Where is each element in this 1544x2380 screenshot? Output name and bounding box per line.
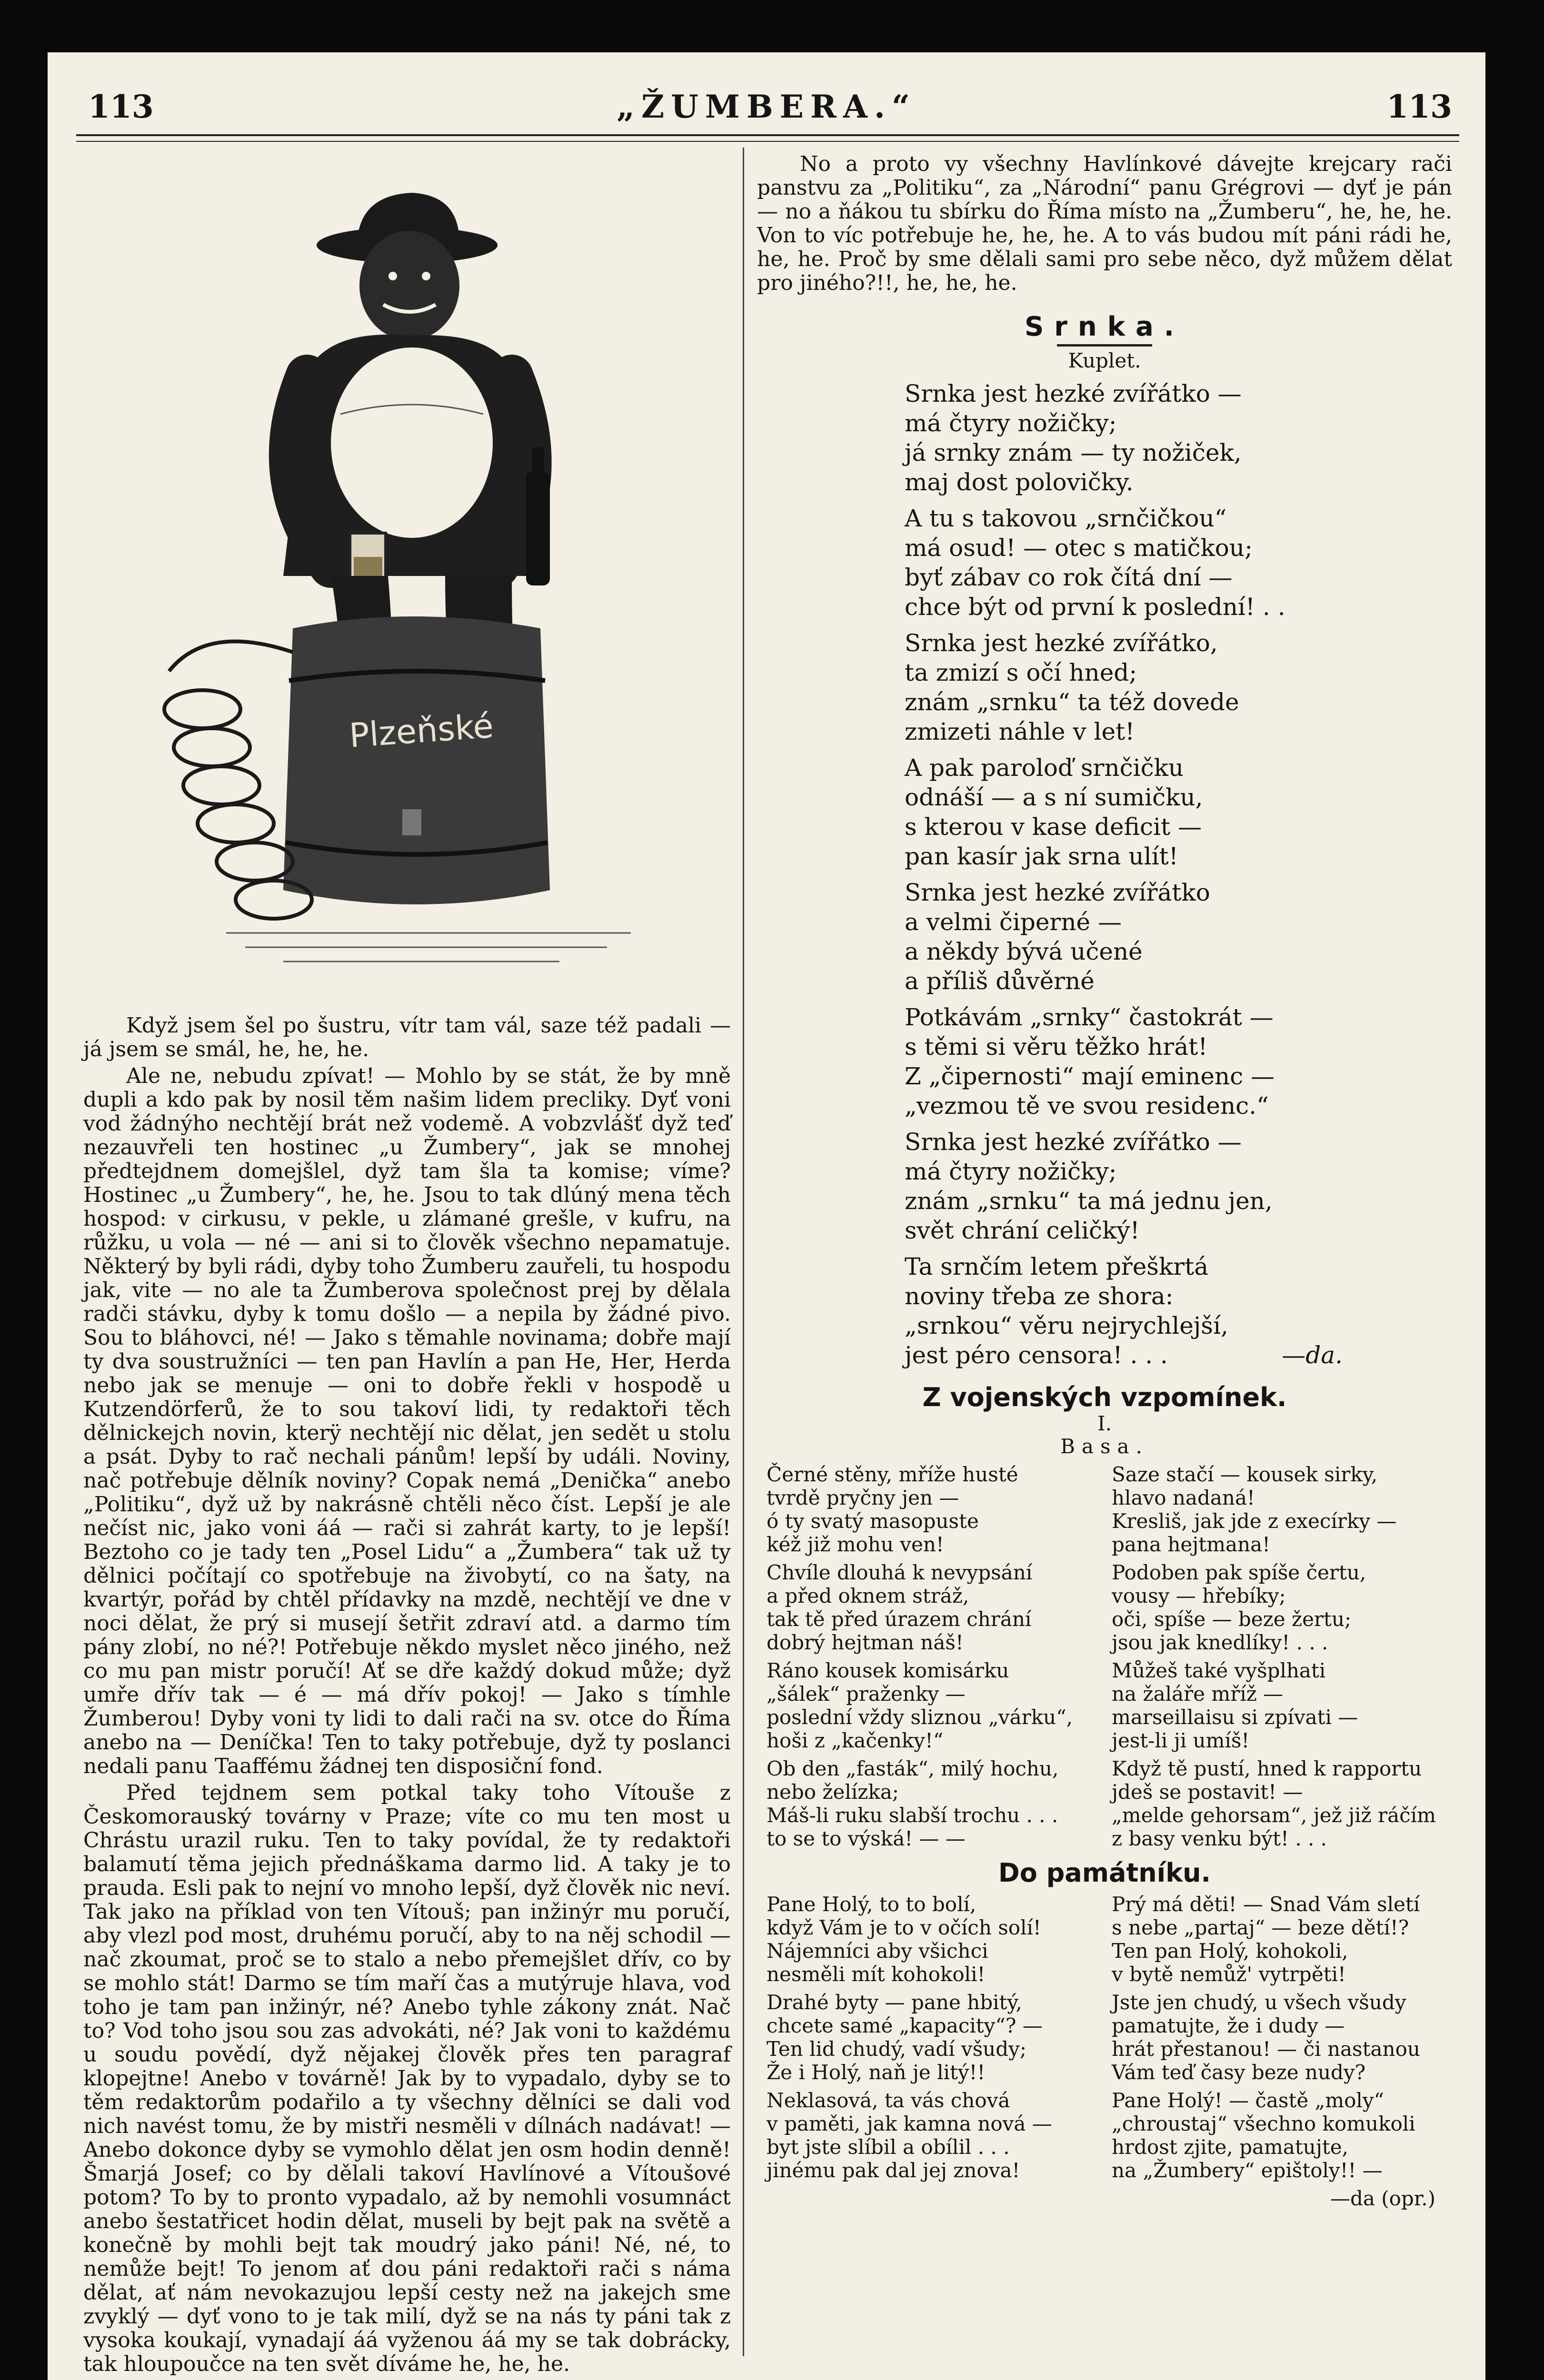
paragraph: Ale ne, nebudu zpívat! — Mohlo by se stát, že by mně dupli a kdo pak by nosil těm našim lidem precliky. Dyť voni vod žádnýho nechtějí brát než vodemě. A vobzvlášť dyž teď nezauvřeli ten hostinec „u Žumbery“, jak se mnohej předtejdnem domejšlel, dyž tam šla ta komise; víme? Hostinec „u Žumbery“, he, he. Jsou to tak dlúný mena těch hospod: v cirkusu, v pekle, u zlámané grešle, v kufru, na růžku, u vola — né — ani si to člověk všechno nepamatuje. Některý by byli rádi, dyby toho Žumberu zauřeli, tu hospodu jak, vite — no ale ta Žumberova společnost prej by dělala radči stávku, dyby k tomu došlo — a nepila by žádné pivo. Sou to bláhovci, né! — Jako s těmahle novinama; dobře mají ty dva soustružníci — ten pan Havlín a pan He, Her, Herda nebo jak se menuje — oni to dobře řekli v hospodě u Kutzendörferů, že to sou takoví lidi, ty redaktoři těch dělnickejch novin, kterÿ nechtějí nic dělat, jen sedět u stolu a psát. Dyby to rač nechali pánům! lepší by událi. Noviny, nač potřebuje dělník noviny? Copak nemá „Denička“ anebo „Politiku“, dyž už by nakrásně chtěli něco číst. Lepší je ale nečíst nic, jako voni áá — rači si zahrát karty, to je lepší! Beztoho co je tady ten „Posel Lidu“ a „Žumbera“ tak už ty dělnici počítají co spotřebuje na živobytí, co na šaty, na kvartýr, pořád by chtěl přídavky na mzdě, nechtějí ve dne v noci dělat, že prý si musejí šetřit zdraví atd. a darmo tím pány zlobí, no né?! Potřebuje někdo myslet něco jiného, než co mu pan mistr poručí! Ať se dře každý dokud může; dyž umře dřív tak — é — má dřív pokoj! — Jako s tímhle Žumberou! Dyby voni ty lidi to dali rači na sv. otce do Říma anebo na — Deníčka! Ten to taky potřebuje, dyž ty poslanci nedali panu Taaffému žádnej ten disposiční fond. <box>83 1064 731 1778</box>
newspaper-page <box>48 52 1485 2380</box>
verse-line: Kresliš, jak jde z execírky — <box>1112 1509 1397 1533</box>
stanza <box>767 1561 1100 1654</box>
verse-line: Neklasová, ta vás chová <box>767 2089 1010 2112</box>
vojensky-title: Z vojenských vzpomínek. <box>922 1382 1287 1412</box>
verse-line: „vezmou tě ve svou residenc.“ <box>905 1092 1269 1120</box>
verse-line: Drahé byty — pane hbitý, <box>767 1991 1022 2014</box>
stanza <box>767 1463 1100 1556</box>
srnka-subtitle: Kuplet. <box>1068 349 1141 372</box>
stanza <box>905 628 1381 746</box>
page-header <box>48 88 1485 136</box>
verse-line: nesměli mít kohokoli! <box>767 1963 986 1986</box>
stanza <box>905 379 1381 497</box>
verse-line: s těmi si věru těžko hrát! <box>905 1033 1208 1061</box>
verse-line: Podoben pak spíše čertu, <box>1112 1561 1366 1584</box>
verse-line: s nebe „partaj“ — beze dětí!? <box>1112 1916 1409 1939</box>
verse-line: Když tě pustí, hned k rapportu <box>1112 1757 1422 1780</box>
verse-line: znám „srnku“ ta též dovede <box>905 688 1239 716</box>
stanza <box>767 1991 1100 2084</box>
header-rule-thin <box>76 141 1459 142</box>
verse-line: jest-li ji umíš! <box>1112 1729 1250 1752</box>
verse-line: Pane Holý! — častě „moly“ <box>1112 2089 1385 2112</box>
verse-line: na žaláře mříž — <box>1112 1682 1284 1706</box>
right-column <box>757 152 1452 2210</box>
verse-line: kéž již mohu ven! <box>767 1533 944 1556</box>
verse-line: má čtyry nožičky; <box>905 1158 1117 1185</box>
verse-line: Potkávám „srnky“ častokrát — <box>905 1003 1274 1031</box>
verse-line: v paměti, jak kamna nová — <box>767 2112 1052 2135</box>
stanza <box>905 1252 1381 1370</box>
verse-line: marseillaisu si zpívati — <box>1112 1706 1358 1729</box>
verse-line: a příliš důvěrné <box>905 967 1095 995</box>
stanza <box>905 1002 1381 1121</box>
verse-line: v bytě nemůž' vytrpěti! <box>1112 1963 1346 1986</box>
verse-line: Nájemníci aby všichci <box>767 1939 988 1963</box>
verse-line: Můžeš také vyšplhati <box>1112 1659 1326 1682</box>
stanza <box>905 504 1381 622</box>
paragraph: Před tejdnem sem potkal taky toho Vítouše z Českomorauský továrny v Praze; víte co mu ten most u Chrástu urazil ruku. Ten to taky povídal, že ty redaktoři balamutí těma jejich přednáškama darmo lid. A taky je to prauda. Esli pak to nejní vo mnoho lepší, dyž člověk nic neví. Tak jako na příklad von ten Vítouš; pan inžinýr mu poručí, aby vlezl pod most, druhému poručí, aby to na něj schodil — nač zkoumat, proč se to stalo a nebo přemejšlet dřív, co by se mohlo stát! Darmo se tím maří čas a mutýruje hlava, vod toho je tam pan inžinýr, né? Anebo tyhle zákony znát. Nač to? Vod toho jsou sou zas advokáti, né? Jak voni to každému u soudu povědí, dyž nějakej člověk přes ten paragraf klopejtne! Anebo v továrně! Jak by to vypadalo, dyby se to těm redaktorům podařilo a ty všechny dělníci se dali vod nich navést tomu, že by mistři nesměli v dílnách nadávat! — Anebo dokonce dyby se vymohlo dělat jen osm hodin denně! Šmarjá Josef; co by dělali takoví Havlínové a Vítoušové potom? To by to pronto vypadalo, až by nemohli vosumnáct anebo šestatřicet hodin dělat, museli by bejt pak na světě a konečně by mohli bejt tak moudrý jako páni! Né, né, to nemůže bejt! To jenom ať dou páni redaktoři rači s náma dělat, ať nám nevokazujou lepší cesty než na jakejch sme zvyklý — dyť vono to je tak milí, dyž se na nás ty páni tak z vysoka koukají, vynadají áá vyženou áá my se tak dobrácky, tak hloupoučce na ten svět díváme he, he, he. <box>83 1781 731 2376</box>
stanza <box>1112 2089 1445 2182</box>
verse-line: byť zábav co rok čítá dní — <box>905 564 1233 591</box>
stanza <box>1112 1893 1445 1986</box>
verse-line: A pak paroloď srnčičku <box>905 754 1184 782</box>
author-signature: —da. <box>1282 1341 1343 1369</box>
pamatnik-poem <box>757 1893 1452 2210</box>
verse-line: hlavo nadaná! <box>1112 1486 1255 1509</box>
verse-line: když Vám je to v očích solí! <box>767 1916 1041 1939</box>
verse-line: vousy — hřebíky; <box>1112 1584 1286 1607</box>
stanza <box>1112 1757 1445 1850</box>
verse-line: Srnka jest hezké zvířátko <box>905 879 1210 906</box>
verse-line: Černé stěny, mříže husté <box>767 1463 1018 1486</box>
poem-column-left <box>767 1463 1100 1855</box>
verse-line: a velmi čiperné — <box>905 908 1122 936</box>
right-article-intro <box>757 152 1452 295</box>
vojensky-subtitle: Basa. <box>1060 1435 1149 1458</box>
header-rule <box>76 134 1459 136</box>
verse-line: pamatujte, že i dudy — <box>1112 2014 1345 2037</box>
verse-line: znám „srnku“ ta má jednu jen, <box>905 1187 1273 1215</box>
verse-line: dobrý hejtman náš! <box>767 1631 964 1654</box>
verse-line: Že i Holý, naň je litý!! <box>767 2061 986 2084</box>
title-rule <box>1057 344 1152 347</box>
verse-line: poslední vždy sliznou „várku“, <box>767 1706 1073 1729</box>
paragraph: Když jsem šel po šustru, vítr tam vál, saze též padali — já jsem se smál, he, he, he. <box>83 1013 731 1061</box>
poem-column-right <box>1112 1893 1445 2210</box>
verse-line: oči, spíše — beze žertu; <box>1112 1607 1352 1631</box>
verse-line: to se to výská! — — <box>767 1827 966 1850</box>
verse-line: Pane Holý, to to bolí, <box>767 1893 976 1916</box>
verse-line: Ten pan Holý, kohokoli, <box>1112 1939 1348 1963</box>
verse-line: tvrdě pryčny jen — <box>767 1486 959 1509</box>
stanza <box>1112 1659 1445 1752</box>
stanza <box>767 2089 1100 2182</box>
verse-line: pana hejtmana! <box>1112 1533 1271 1556</box>
verse-line: z basy venku být! . . . <box>1112 1827 1327 1850</box>
verse-line: Srnka jest hezké zvířátko, <box>905 629 1218 657</box>
poem-column-right <box>1112 1463 1445 1855</box>
verse-line: nebo želízka; <box>767 1780 899 1804</box>
stanza <box>1112 1463 1445 1556</box>
verse-line: hoši z „kačenky!“ <box>767 1729 944 1752</box>
stanza <box>905 1127 1381 1245</box>
verse-line: a někdy bývá učené <box>905 938 1143 965</box>
verse-line: ó ty svatý masopuste <box>767 1509 979 1533</box>
verse-line: Prý má děti! — Snad Vám sletí <box>1112 1893 1420 1916</box>
verse-line: má osud! — otec s matičkou; <box>905 534 1253 562</box>
verse-line: Máš-li ruku slabší trochu . . . <box>767 1804 1058 1827</box>
verse-line: jest péro censora! . . . <box>905 1341 1168 1369</box>
pamatnik-title: Do památníku. <box>998 1858 1211 1888</box>
verse-line: já srnky znám — ty nožiček, <box>905 439 1242 466</box>
verse-line: Srnka jest hezké zvířátko — <box>905 380 1242 407</box>
paragraph: No a proto vy všechny Havlínkové dávejte krejcary rači panstvu za „Politiku“, za „Národní“ panu Grégrovi — dyť je pán — no a ňákou tu sbírku do Říma místo na „Žumberu“, he, he, he. Von to víc potřebuje he, he, he. A to vás budou mít páni rádi he, he, he. Proč by sme dělali sami pro sebe něco, dyž můžem dělat pro jiného?!!, he, he, he. <box>757 152 1452 295</box>
stanza <box>905 753 1381 871</box>
verse-line: chce být od první k poslední! . . <box>905 593 1285 621</box>
stanza <box>767 1659 1100 1752</box>
verse-line: ta zmizí s očí hned; <box>905 659 1137 686</box>
stanza <box>905 878 1381 996</box>
verse-line: Z „čipernosti“ mají eminenc — <box>905 1062 1275 1090</box>
stanza <box>1112 1991 1445 2084</box>
verse-line: Ta srnčím letem přeškrtá <box>905 1253 1209 1280</box>
verse-line: Saze stačí — kousek sirky, <box>1112 1463 1378 1486</box>
verse-line: Jste jen chudý, u všech všudy <box>1112 1991 1406 2014</box>
newspaper-title: „ŽUMBERA.“ <box>617 88 916 125</box>
verse-line: maj dost polovičky. <box>905 468 1134 496</box>
verse-line: tak tě před úrazem chrání <box>767 1607 1032 1631</box>
verse-last-line <box>905 1340 1381 1370</box>
vojensky-numeral: I. <box>1097 1412 1112 1435</box>
verse-line: svět chrání celičký! <box>905 1217 1140 1244</box>
author-signature: —da (opr.) <box>1330 2187 1435 2210</box>
verse-line: noviny třeba ze shora: <box>905 1282 1174 1310</box>
verse-line: chcete samé „kapacity“? — <box>767 2014 1043 2037</box>
illustration-drawing <box>83 148 731 1014</box>
verse-line: jdeš se postavit! — <box>1112 1780 1303 1804</box>
stanza <box>767 1893 1100 1986</box>
illustration-man-on-barrel <box>83 148 731 1014</box>
verse-line: na „Žumbery“ epištoly!! — <box>1112 2159 1383 2182</box>
left-article <box>83 1014 731 2376</box>
verse-line: hrdost zjite, pamatujte, <box>1112 2135 1348 2159</box>
stanza <box>1112 1561 1445 1654</box>
page-number-left: 113 <box>88 88 154 125</box>
verse-line: s kterou v kase deficit — <box>905 813 1202 841</box>
verse-line: jsou jak knedlíky! . . . <box>1112 1631 1328 1654</box>
page-number-right: 113 <box>1386 88 1452 125</box>
verse-line: pan kasír jak srna ulít! <box>905 843 1178 870</box>
left-column <box>83 148 731 2376</box>
verse-line: a před oknem stráž, <box>767 1584 969 1607</box>
verse-line: Ob den „fasták“, milý hochu, <box>767 1757 1059 1780</box>
verse-line: A tu s takovou „srnčičkou“ <box>905 505 1227 532</box>
stanza <box>767 1757 1100 1850</box>
barrel-label: Plzeňské <box>348 706 495 755</box>
verse-line: má čtyry nožičky; <box>905 409 1117 437</box>
verse-line: „šálek“ praženky — <box>767 1682 966 1706</box>
verse-line: byt jste slíbil a obílil . . . <box>767 2135 1010 2159</box>
verse-line: „srnkou“ věru nejrychlejší, <box>905 1312 1228 1339</box>
verse-line: Ten lid chudý, vadí všudy; <box>767 2037 1026 2061</box>
verse-line: zmizeti náhle v let! <box>905 718 1135 745</box>
verse-line: odnáší — a s ní sumičku, <box>905 783 1203 811</box>
verse-line: Ráno kousek komisárku <box>767 1659 1009 1682</box>
srnka-poem <box>905 379 1381 1370</box>
srnka-title: Srnka. <box>1024 311 1185 342</box>
verse-line: Vám teď časy beze nudy? <box>1112 2061 1366 2084</box>
vojensky-poem <box>757 1463 1452 1853</box>
column-separator <box>743 148 744 2356</box>
verse-line: „melde gehorsam“, jež již ráčím <box>1112 1804 1436 1827</box>
poem-column-left <box>767 1893 1100 2187</box>
verse-line: Srnka jest hezké zvířátko — <box>905 1128 1242 1156</box>
verse-line: jinému pak dal jej znova! <box>767 2159 1020 2182</box>
verse-line: hrát přestanou! — či nastanou <box>1112 2037 1420 2061</box>
verse-line: „chroustaj“ všechno komukoli <box>1112 2112 1415 2135</box>
verse-line: Chvíle dlouhá k nevypsání <box>767 1561 1033 1584</box>
